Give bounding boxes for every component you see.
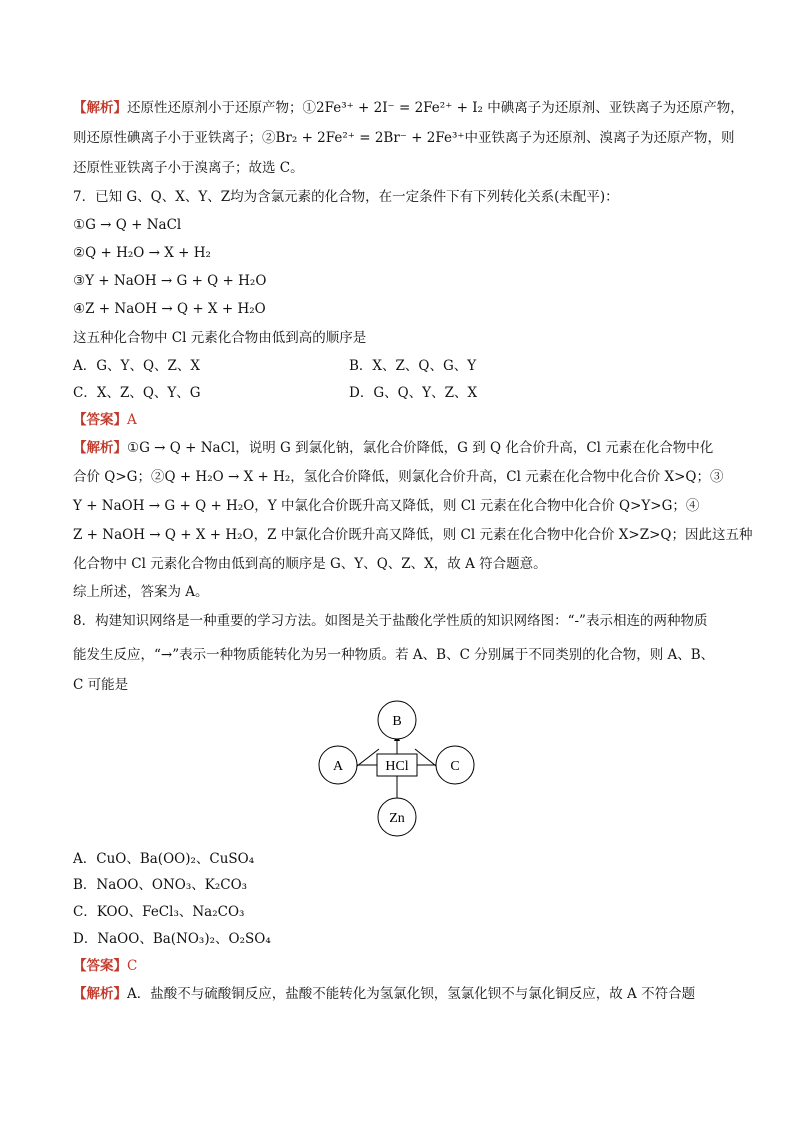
question-8-option-d: D．NaOO、Ba(NO₃)₂、O₂SO₄ [73,931,271,947]
explanation-tag: 【解析】 [73,440,127,456]
node-zn-label: Zn [389,811,405,826]
question-8-answer [73,956,137,976]
question-8-stem-3: C 可能是 [73,677,129,693]
answer-tag: 【答案】 [73,412,127,428]
reaction-1: ①G → Q + NaCl [73,217,182,233]
knowledge-network-diagram [300,695,500,845]
option-c: C．X、Z、Q、Y、G [73,385,201,401]
explanation-text: 还原性还原剂小于还原产物；①2Fe³⁺ + 2I⁻ = 2Fe²⁺ + I₂ 中碘离子为还原剂、亚铁离子为还原产物， [127,100,744,116]
question-7-exp-4: Z + NaOH → Q + X + H₂O，Z 中氯化合价既升高又降低，则 Cl 元素在化合物中化合价 X>Z>Q；因此这五种 [73,527,753,543]
node-hcl-label: HCl [385,759,409,774]
node-c-label: C [450,759,460,774]
option-b: B．X、Z、Q、G、Y [349,358,477,374]
explanation-tag: 【解析】 [73,986,127,1002]
question-7-exp-5: 化合物中 Cl 元素化合物由低到高的顺序是 G、Y、Q、Z、X，故 A 符合题意。 [73,556,547,572]
explanation-6-line-1 [73,98,744,118]
reaction-3: ③Y + NaOH → G + Q + H₂O [73,273,267,289]
question-8-option-b: B．NaOO、ONO₃、K₂CO₃ [73,877,248,893]
answer-value: A [127,412,137,428]
node-a-label: A [332,759,344,774]
question-7-exp-3: Y + NaOH → G + Q + H₂O，Y 中氯化合价既升高又降低，则 Cl 元素在化合物中化合价 Q>Y>G；④ [73,498,700,514]
explanation-text: A．盐酸不与硫酸铜反应，盐酸不能转化为氢氯化钡，氢氯化钡不与氯化铜反应，故 A 不符合题 [127,986,696,1002]
explanation-6-line-3: 还原性亚铁离子小于溴离子；故选 C。 [73,160,304,176]
question-8-exp-1 [73,984,695,1004]
question-7-stem: 7．已知 G、Q、X、Y、Z均为含氯元素的化合物，在一定条件下有下列转化关系(未配平)： [73,189,619,205]
question-7-ask: 这五种化合物中 Cl 元素化合物由低到高的顺序是 [73,330,367,346]
diagram-svg [300,695,500,845]
reaction-4: ④Z + NaOH → Q + X + H₂O [73,301,266,317]
question-8-option-c: C．KOO、FeCl₃、Na₂CO₃ [73,904,245,920]
explanation-tag: 【解析】 [73,100,127,116]
explanation-text: ①G → Q + NaCl，说明 G 到氯化钠，氯化合价降低，G 到 Q 化合价升高，Cl 元素在化合物中化 [127,440,714,456]
question-7-answer [73,410,137,430]
answer-tag: 【答案】 [73,958,127,974]
option-a: A．G、Y、Q、Z、X [73,358,201,374]
question-8-stem-1: 8．构建知识网络是一种重要的学习方法。如图是关于盐酸化学性质的知识网络图：“-”表示相连的两种物质 [73,613,708,629]
reaction-2: ②Q + H₂O → X + H₂ [73,245,211,261]
question-8-option-a: A．CuO、Ba(OO)₂、CuSO₄ [73,851,255,867]
explanation-6-line-2: 则还原性碘离子小于亚铁离子；②Br₂ + 2Fe²⁺ = 2Br⁻ + 2Fe³⁺中亚铁离子为还原剂、溴离子为还原产物，则 [73,130,735,146]
question-7-exp-2: 合价 Q>G；②Q + H₂O → X + H₂，氢化合价降低，则氯化合价升高，Cl 元素在化合物中化合价 X>Q；③ [73,469,724,485]
answer-value: C [127,958,138,974]
option-d: D．G、Q、Y、Z、X [349,385,478,401]
question-7-exp-1 [73,438,713,458]
node-b-label: B [392,714,402,729]
question-8-stem-2: 能发生反应，“→”表示一种物质能转化为另一种物质。若 A、B、C 分别属于不同类别的化合物，则 A、B、 [73,647,715,663]
question-7-summary: 综上所述，答案为 A。 [73,584,209,600]
